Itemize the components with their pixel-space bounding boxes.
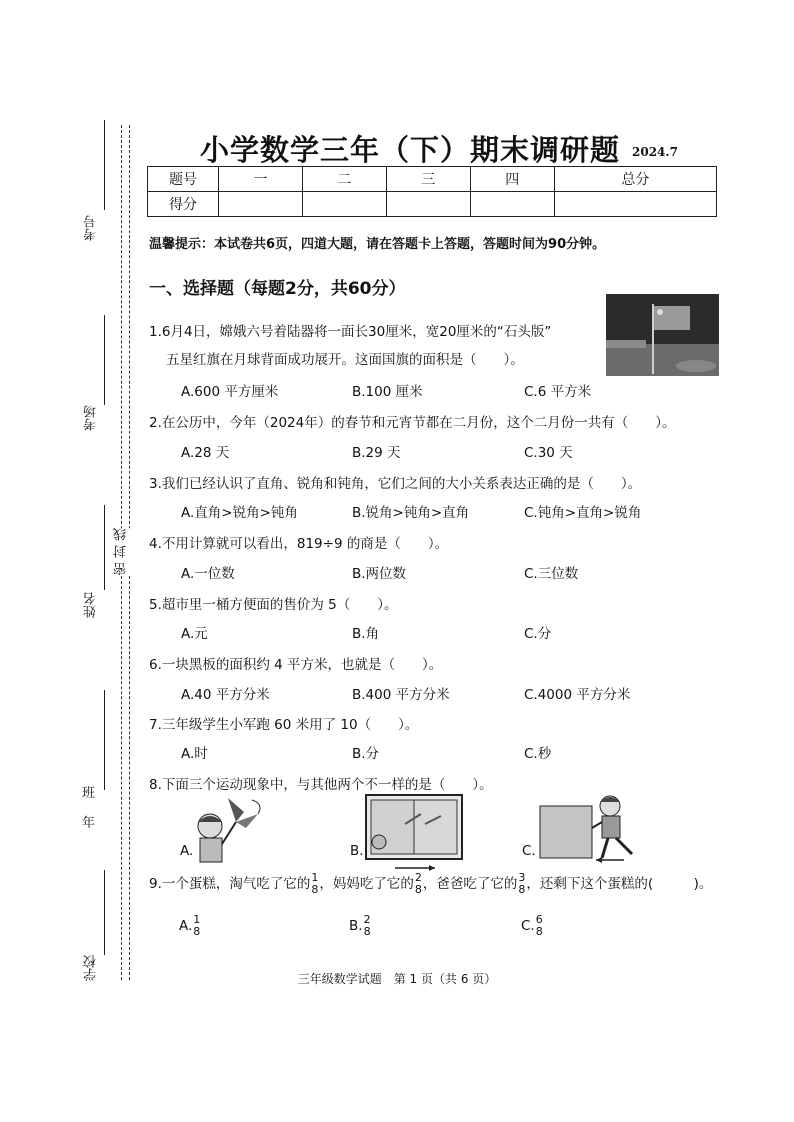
moon-flag-photo: [606, 294, 719, 376]
q9-option-c-num: 6: [535, 913, 543, 926]
question-8: 8.下面三个运动现象中，与其他两个不一样的是（ ）。: [149, 777, 493, 793]
question-1-line2: 五星红旗在月球背面成功展开。这面国旗的面积是（ ）。: [166, 352, 524, 368]
q9-option-c-fraction: [536, 914, 543, 938]
score-input-cell[interactable]: [470, 192, 554, 217]
score-table-score-row: [148, 192, 717, 217]
q1-option-b[interactable]: B.100 厘米: [352, 384, 423, 400]
q2-option-a[interactable]: A.28 天: [181, 445, 230, 461]
margin-line-school: [104, 870, 105, 955]
score-cell: 总分: [554, 167, 716, 192]
q9-fraction-1: [311, 872, 318, 896]
score-cell: 得分: [148, 192, 219, 217]
margin-line-class: [104, 690, 105, 790]
question-5: 5.超市里一桶方便面的售价为 5（ ）。: [149, 597, 398, 613]
margin-line-exam-room: [104, 315, 105, 405]
score-cell: 一: [219, 167, 303, 192]
q9-option-a[interactable]: [179, 914, 201, 938]
q4-option-b[interactable]: B.两位数: [352, 566, 407, 582]
question-1-line1: 1.6月4日，嫦娥六号着陆器将一面长30厘米，宽20厘米的“石头版”: [149, 324, 552, 340]
q6-option-a[interactable]: A.40 平方分米: [181, 687, 270, 703]
score-table: [147, 166, 717, 217]
q7-option-a[interactable]: A.时: [181, 746, 208, 762]
q8-option-c[interactable]: C.: [522, 843, 536, 859]
q4-option-a[interactable]: A.一位数: [181, 566, 235, 582]
section-heading: 一、选择题（每题2分，共60分）: [149, 279, 406, 299]
q9-option-b-fraction: [364, 914, 371, 938]
pinwheel-boy-icon: [192, 792, 272, 864]
score-input-cell[interactable]: [554, 192, 716, 217]
q9-fraction-2-num: 2: [414, 871, 422, 884]
q9-option-a-letter: A.: [179, 918, 193, 934]
q7-option-b[interactable]: B.分: [352, 746, 380, 762]
q3-option-c[interactable]: C.钝角>直角>锐角: [524, 505, 642, 521]
score-cell: 二: [302, 167, 386, 192]
margin-exam-no: 考号: [84, 215, 99, 241]
q9-fraction-3-den: 8: [518, 883, 526, 896]
q6-option-b[interactable]: B.400 平方分米: [352, 687, 450, 703]
score-cell: 题号: [148, 167, 219, 192]
score-table-header-row: [148, 167, 717, 192]
q3-option-b[interactable]: B.锐角>钝角>直角: [352, 505, 470, 521]
margin-school: 学校: [84, 955, 99, 981]
q8-option-a[interactable]: A.: [180, 843, 194, 859]
q9-text-2: ，妈妈吃了它的: [319, 876, 414, 892]
q9-fraction-1-den: 8: [311, 883, 319, 896]
score-input-cell[interactable]: [219, 192, 303, 217]
question-4: 4.不用计算就可以看出，819÷9 的商是（ ）。: [149, 536, 449, 552]
q9-fraction-1-num: 1: [311, 871, 319, 884]
q9-fraction-2-den: 8: [414, 883, 422, 896]
q3-option-a[interactable]: A.直角>锐角>钝角: [181, 505, 298, 521]
score-cell: 三: [386, 167, 470, 192]
question-6: 6.一块黑板的面积约 4 平方米，也就是（ ）。: [149, 657, 443, 673]
q9-option-c-letter: C.: [521, 918, 535, 934]
margin-class: 班: [82, 786, 96, 801]
q9-option-b-den: 8: [363, 925, 371, 938]
q6-option-c[interactable]: C.4000 平方分米: [524, 687, 631, 703]
q2-option-c[interactable]: C.30 天: [524, 445, 573, 461]
score-input-cell[interactable]: [302, 192, 386, 217]
q7-option-c[interactable]: C.秒: [524, 746, 552, 762]
q9-text-1: 9.一个蛋糕，淘气吃了它的: [149, 876, 311, 892]
moon-flag-icon: [606, 294, 719, 376]
pushing-box-icon: [538, 792, 648, 864]
exam-date: 2024.7: [632, 145, 678, 159]
q9-fraction-3: [518, 872, 525, 896]
page-title: 小学数学三年（下）期末调研题: [200, 133, 621, 167]
question-2: 2.在公历中，今年（2024年）的春节和元宵节都在二月份，这个二月份一共有（ ）。: [149, 415, 676, 431]
margin-line-name: [104, 505, 105, 590]
q5-option-a[interactable]: A.元: [181, 626, 208, 642]
q9-option-c-den: 8: [535, 925, 543, 938]
q9-option-a-num: 1: [193, 913, 201, 926]
q8-option-b[interactable]: B.: [350, 843, 364, 859]
q9-text-4: ，还剩下这个蛋糕的( )。: [526, 876, 713, 892]
score-cell: 四: [470, 167, 554, 192]
q2-option-b[interactable]: B.29 天: [352, 445, 401, 461]
q9-option-b-letter: B.: [349, 918, 363, 934]
q9-text-3: ，爸爸吃了它的: [422, 876, 518, 892]
exam-tip: 温馨提示：本试卷共6页，四道大题，请在答题卡上答题，答题时间为90分钟。: [149, 237, 606, 252]
margin-line-exam-no: [104, 120, 105, 210]
q1-option-c[interactable]: C.6 平方米: [524, 384, 592, 400]
page-footer: 三年级数学试题 第 1 页（共 6 页）: [297, 972, 497, 986]
margin-exam-room: 考场: [84, 405, 99, 431]
question-7: 7.三年级学生小军跑 60 米用了 10（ ）。: [149, 717, 419, 733]
score-input-cell[interactable]: [386, 192, 470, 217]
q9-fraction-2: [415, 872, 422, 896]
question-3: 3.我们已经认识了直角、锐角和钝角，它们之间的大小关系表达正确的是（ ）。: [149, 476, 642, 492]
q4-option-c[interactable]: C.三位数: [524, 566, 579, 582]
q5-option-c[interactable]: C.分: [524, 626, 552, 642]
margin-name: 姓名: [84, 592, 99, 618]
q1-option-a[interactable]: A.600 平方厘米: [181, 384, 279, 400]
q5-option-b[interactable]: B.角: [352, 626, 380, 642]
seal-label: 密 封 线: [114, 528, 129, 576]
q9-option-a-fraction: [193, 914, 200, 938]
margin-grade: 年: [82, 816, 96, 831]
q9-option-a-den: 8: [193, 925, 201, 938]
q9-option-c[interactable]: [521, 914, 544, 938]
q9-option-b-num: 2: [363, 913, 371, 926]
question-9: [149, 872, 712, 896]
q9-option-b[interactable]: [349, 914, 372, 938]
q9-fraction-3-num: 3: [518, 871, 526, 884]
sliding-window-icon: [365, 794, 463, 872]
